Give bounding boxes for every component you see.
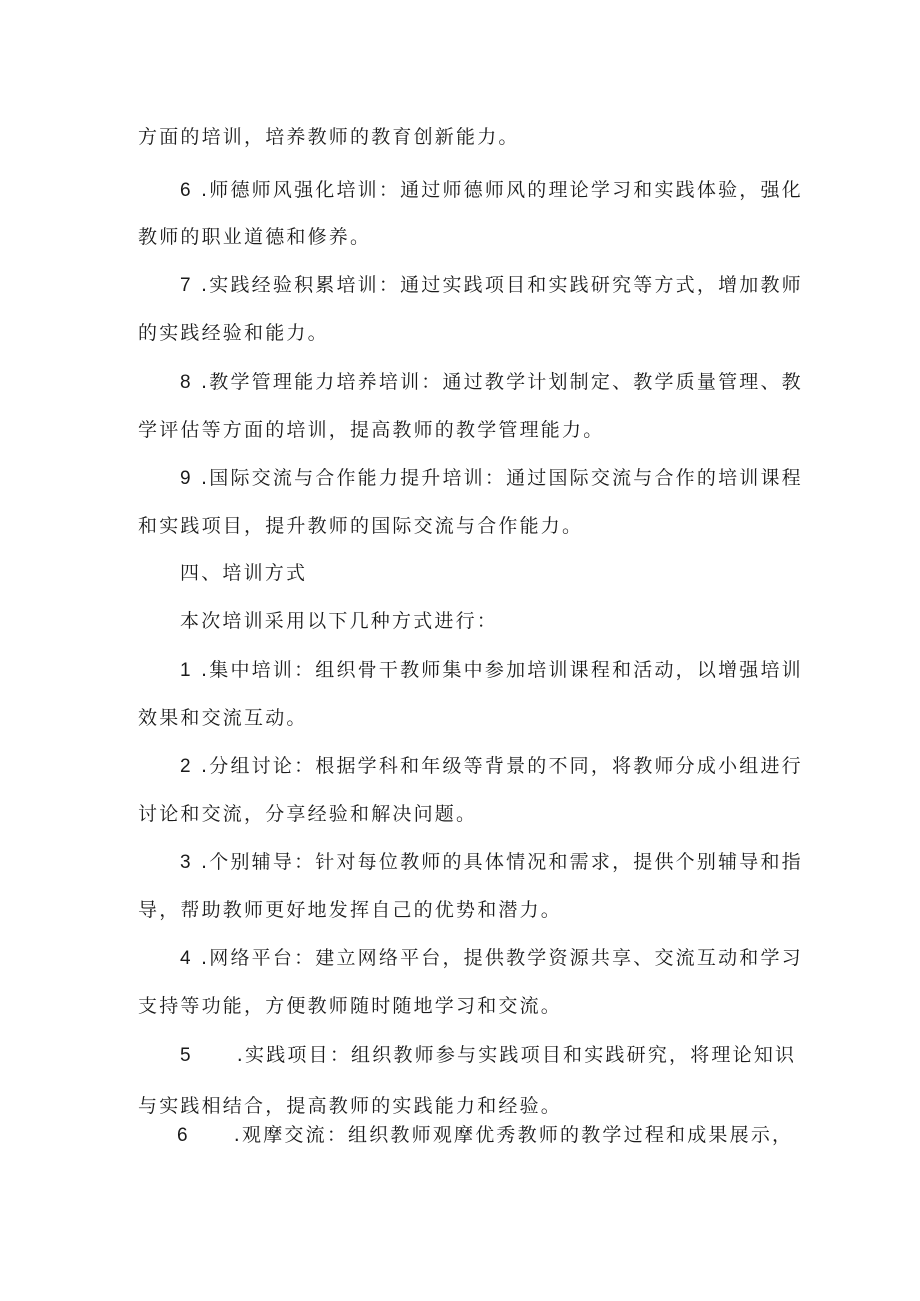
paragraph-line: 支持等功能，方便教师随时随地学习和交流。 — [138, 995, 563, 1017]
paragraph-line: 教师的职业道德和修养。 — [138, 226, 372, 248]
intro-line: 本次培训采用以下几种方式进行： — [180, 610, 499, 632]
item-number: 3 — [180, 852, 193, 873]
item-number: 9 — [180, 468, 193, 489]
item-number: 7 — [180, 275, 193, 296]
item-text: .实践经验积累培训：通过实践项目和实践研究等方式，增加教师 — [201, 274, 803, 296]
item-number: 1 — [180, 660, 193, 681]
item-text: .分组讨论：根据学科和年级等背景的不同，将教师分成小组进行 — [201, 755, 803, 777]
section-heading: 四、培训方式 — [180, 562, 308, 584]
list-item-7-training — [180, 273, 803, 298]
item-text: .实践项目：组织教师参与实践项目和实践研究，将理论知识 — [236, 1044, 797, 1066]
item-text: .网络平台：建立网络平台，提供教学资源共享、交流互动和学习 — [201, 947, 803, 969]
item-text: .集中培训：组织骨干教师集中参加培训课程和活动，以增强培训 — [201, 659, 803, 681]
list-item-2-method — [180, 754, 803, 779]
paragraph-line: 和实践项目，提升教师的国际交流与合作能力。 — [138, 515, 584, 537]
paragraph-line: 学评估等方面的培训，提高教师的教学管理能力。 — [138, 419, 605, 441]
item-text: .师德师风强化培训：通过师德师风的理论学习和实践体验，强化 — [201, 179, 803, 201]
list-item-6-method — [177, 1123, 793, 1148]
item-text: .观摩交流：组织教师观摩优秀教师的教学过程和成果展示， — [233, 1124, 794, 1146]
item-number: 4 — [180, 948, 193, 969]
paragraph-line: 的实践经验和能力。 — [138, 322, 329, 344]
list-item-8-training — [180, 370, 803, 395]
item-text: .教学管理能力培养培训：通过教学计划制定、教学质量管理、教 — [201, 371, 803, 393]
list-item-9-training — [180, 466, 803, 491]
list-item-4-method — [180, 946, 803, 971]
item-number: 6 — [180, 180, 193, 201]
item-number: 8 — [180, 372, 193, 393]
paragraph-line: 讨论和交流，分享经验和解决问题。 — [138, 803, 478, 825]
item-number: 6 — [177, 1125, 190, 1146]
list-item-6-training — [180, 178, 803, 203]
item-number: 5 — [180, 1045, 193, 1066]
item-text: .个别辅导：针对每位教师的具体情况和需求，提供个别辅导和指 — [201, 851, 803, 873]
list-item-5-method — [180, 1043, 796, 1068]
item-text: .国际交流与合作能力提升培训：通过国际交流与合作的培训课程 — [201, 467, 803, 489]
paragraph-line: 方面的培训，培养教师的教育创新能力。 — [138, 126, 520, 148]
paragraph-line: 效果和交流互动。 — [138, 707, 308, 729]
item-number: 2 — [180, 756, 193, 777]
list-item-3-method — [180, 850, 803, 875]
paragraph-line: 导，帮助教师更好地发挥自己的优势和潜力。 — [138, 899, 563, 921]
list-item-1-method — [180, 658, 803, 683]
paragraph-line: 与实践相结合，提高教师的实践能力和经验。 — [138, 1095, 563, 1117]
